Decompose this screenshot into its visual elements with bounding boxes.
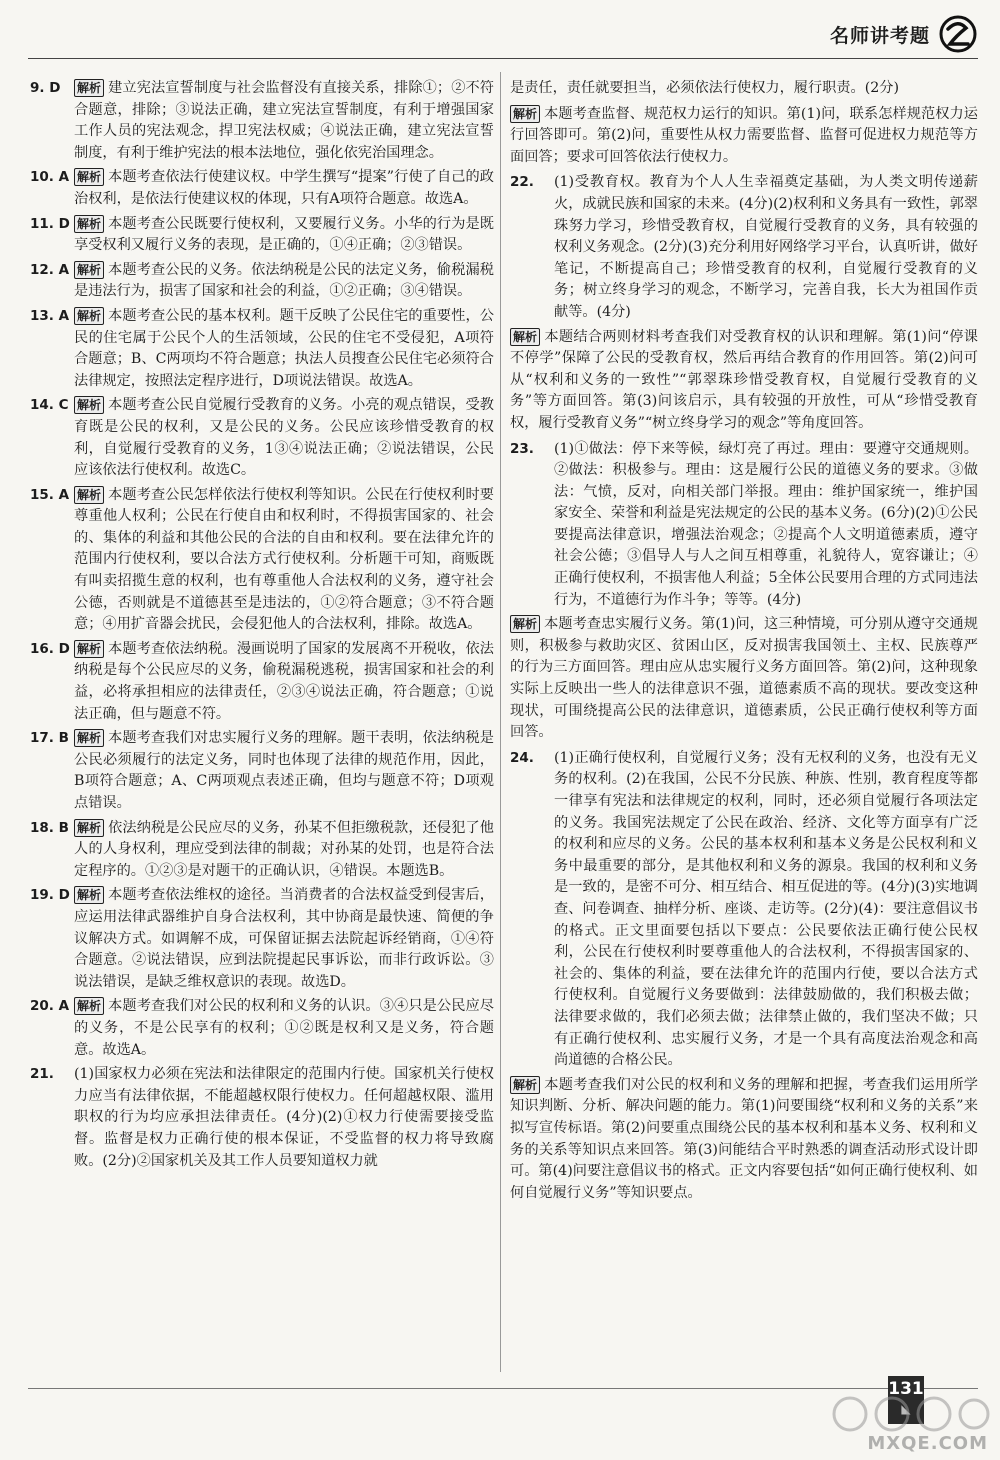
right_blocks-answer-item <box>510 748 978 1072</box>
answer-body <box>74 395 494 481</box>
answer-body <box>74 260 494 303</box>
question-number: 10. A <box>30 169 70 186</box>
answer-text: 本题考查公民怎样依法行使权利等知识。公民在行使权利时要尊重他人权利；公民在行使自由和权利时，不得损害国家的、社会的、集体的利益和其他公民的合法的自由和权利。要在法律允许的范围内行使权利，要以合法方式行使权利。分析题干可知，商贩既有叫卖招揽生意的权利，也有尊重他人合法权利的义务，遵守社会公德，否则就是不道德甚至是违法的，①②符合题意；③不符合题意；④用扩音器会扰民，会侵犯他人的合法权利，排除。故选A。 <box>74 486 494 633</box>
analysis-tag: 解析 <box>74 729 104 747</box>
answer-text: 本题考查我们对公民的权利和义务的认识。③④只是公民应尽的义务，不是公民享有的权利；①②既是权利又是义务，符合题意。故选A。 <box>74 998 494 1058</box>
watermark-text: MXQE.COM <box>867 1433 988 1454</box>
analysis-tag: 解析 <box>510 1076 540 1094</box>
analysis-tag: 解析 <box>510 328 540 346</box>
answer-text: (1)受教育权。教育为个人人生幸福奠定基础，为人类文明传递薪火，成就民族和国家的未来。(4分)(2)权利和义务具有一致性，郭翠珠努力学习，珍惜受教育权，自觉履行受教育的义务，具有较强的权利义务观念。(2分)(3)充分利用好网络学习平台，认真听讲，做好笔记，不断提高自己；珍惜受教育的权利，自觉履行受教育的义务；树立终身学习的观念，不断学习，完善自我，长大为祖国作贡献等。(4分) <box>554 174 978 320</box>
answer-body <box>74 306 494 392</box>
answer-text: 本题考查依法纳税。漫画说明了国家的发展离不开税收，依法纳税是每个公民应尽的义务，偷税漏税逃税，损害国家和社会的利益，必将承担相应的法律责任，②③④说法正确，符合题意；①说法正确，但与题意不符。 <box>74 640 494 722</box>
answer-text: 本题结合两则材料考查我们对受教育权的认识和理解。第(1)问“停课不停学”保障了公民的受教育权，然后再结合教育的作用回答。第(2)问可从“权利和义务的一致性”“郭翠珠珍惜受教育权，自觉履行受教育的义务”等方面回答。第(3)问该启示，具有较强的开放性，可从“珍惜受教育权，履行受教育义务”“树立终身学习的观念”等角度回答。 <box>510 328 978 431</box>
right_blocks-answer-item <box>510 104 978 169</box>
analysis-tag: 解析 <box>74 886 104 904</box>
left_items-answer-item <box>30 885 494 993</box>
answer-body <box>74 167 494 210</box>
answer-body <box>74 728 494 814</box>
answer-body <box>74 485 494 636</box>
answer-body <box>510 327 978 435</box>
question-number: 13. A <box>30 307 70 324</box>
question-number: 24. <box>510 749 534 766</box>
left_items-answer-item <box>30 395 494 481</box>
right_blocks-answer-item <box>510 614 978 744</box>
analysis-tag: 解析 <box>74 79 104 97</box>
left_items-answer-item <box>30 639 494 725</box>
analysis-tag: 解析 <box>74 396 104 414</box>
answer-body <box>510 614 978 744</box>
answer-body <box>510 104 978 169</box>
answer-text: 本题考查公民的基本权利。题干反映了公民住宅的重要性，公民的住宅属于公民个人的生活领域，公民的住宅不受侵犯，A项符合题意；B、C两项均不符合题意；执法人员搜查公民住宅必须符合法律规定，按照法定程序进行，D项说法错误。故选A。 <box>74 307 494 389</box>
answer-text: 本题考查监督、规范权力运行的知识。第(1)问，联系怎样规范权力运行回答即可。第(2)问，重要性从权力需要监督、监督可促进权力规范等方面回答；要求可回答依法行使权力。 <box>510 105 978 165</box>
answer-text: 本题考查公民的义务。依法纳税是公民的法定义务，偷税漏税是违法行为，损害了国家和社会的利益，①②正确；③④错误。 <box>74 261 494 300</box>
left_items-answer-item <box>30 306 494 392</box>
answer-body <box>554 172 978 323</box>
question-number: 22. <box>510 174 534 191</box>
question-number: 15. A <box>30 486 70 503</box>
column-divider <box>500 72 501 1372</box>
question-number: 11. D <box>30 215 70 232</box>
answer-body <box>74 214 494 257</box>
answer-text: 本题考查公民既要行使权利，又要履行义务。小华的行为是既享受权利又履行义务的表现，是正确的，①④正确；②③错误。 <box>74 215 494 254</box>
corner-mark-icon: ◣ <box>901 1402 911 1416</box>
answer-body <box>74 78 494 164</box>
analysis-tag: 解析 <box>74 215 104 233</box>
question-number: 9. D <box>30 80 61 96</box>
analysis-tag: 解析 <box>74 168 104 186</box>
question-number: 14. C <box>30 397 69 414</box>
analysis-tag: 解析 <box>510 615 540 633</box>
analysis-tag: 解析 <box>74 640 104 658</box>
header-divider <box>28 58 978 59</box>
answer-text: (1)正确行使权利，自觉履行义务；没有无权利的义务，也没有无义务的权利。(2)在我国，公民不分民族、种族、性别，教育程度等都一律享有宪法和法律规定的权利，同时，还必须自觉履行各项法定的义务。我国宪法规定了公民在政治、经济、文化等方面享有广泛的权利和应尽的义务。公民的基本权利和基本义务是公民权利和义务中最重要的部分，是其他权利和义务的源泉。我国的权利和义务是一致的，是密不可分、相互结合、相互促进的等。(4分)(3)实地调查、问卷调查、抽样分析、座谈、走访等。(2分)(4)：要注意倡议书的格式。正文里面要包括以下要点：公民要依法正确行使公民权利，公民在行使权利时要尊重他人的合法权利，不得损害国家的、社会的、集体的利益，要在法律允许的范围内行使，要以合法方式行使权利。自觉履行义务要做到：法律鼓励做的，我们积极去做；法律要求做的，我们必须去做；法律禁止做的，我们坚决不做；只有正确行使权利、忠实履行义务，才是一个具有高度法治观念和高尚道德的合格公民。 <box>554 749 978 1069</box>
page-number: 131 <box>888 1379 924 1399</box>
answer-text: 本题考查我们对公民的权利和义务的理解和把握，考查我们运用所学知识判断、分析、解决问题的能力。第(1)问要围绕“权利和义务的关系”来拟写宣传标语。第(2)问要重点围绕公民的基本权利和基本义务、权利和义务的关系等知识点来回答。第(3)问能结合平时熟悉的调查活动形式设计即可。第(4)问要注意倡议书的格式。正文内容要包括“如何正确行使权利、如何自觉履行义务”等知识要点。 <box>510 1076 978 1201</box>
answer-body <box>74 885 494 993</box>
answer-text: 本题考查依法行使建议权。中学生撰写“提案”行使了自己的政治权利，是依法行使建议权的体现，只有A项符合题意。故选A。 <box>74 169 494 207</box>
left_items-answer-item <box>30 214 494 257</box>
answer-text: (1)①做法：停下来等候，绿灯亮了再过。理由：要遵守交通规则。②做法：积极参与。理由：这是履行公民的道德义务的要求。③做法：气愤，反对，向相关部门举报。理由：维护国家统一，维护国家安全、荣誉和利益是宪法规定的公民的基本义务。(6分)(2)①公民要提高法律意识，增强法治观念；②提高个人文明道德素质，遵守社会公德；③倡导人与人之间互相尊重，礼貌待人，宽容谦让；④正确行使权利，不损害他人利益；5全体公民要用合理的方式同违法行为，不道德行为作斗争；等等。(4分) <box>554 440 978 608</box>
watermark <box>820 1392 992 1454</box>
footer-divider <box>28 1388 978 1389</box>
watermark-logo-icon <box>820 1392 992 1436</box>
right_blocks-answer-item <box>510 327 978 435</box>
right_blocks-answer-item <box>510 78 978 100</box>
analysis-tag: 解析 <box>74 997 104 1015</box>
question-number: 18. B <box>30 819 69 836</box>
question-number: 23. <box>510 440 534 457</box>
analysis-tag: 解析 <box>74 486 104 504</box>
header-title: 名师讲考题 <box>829 24 930 47</box>
answer-body <box>554 748 978 1072</box>
analysis-tag: 解析 <box>74 261 104 279</box>
answer-text: 本题考查我们对忠实履行义务的理解。题干表明，依法纳税是公民必须履行的法定义务，同时也体现了法律的规范作用，因此，B项符合题意；A、C两项观点表述正确，但均与题意不符；D项观点错误。 <box>74 730 494 811</box>
series-logo-icon <box>938 14 978 54</box>
left_items-answer-item <box>30 728 494 814</box>
right-column <box>510 78 978 1208</box>
answer-text: 本题考查忠实履行义务。第(1)问，这三种情境，可分别从遵守交通规则，积极参与救助灾区、贫困山区，反对损害我国领土、主权、民族尊严的行为三方面回答。理由应从忠实履行义务方面回答。第(2)问，这种现象实际上反映出一些人的法律意识不强，道德素质不高的现状。要改变这种现状，可围绕提高公民的法律意识，道德素质，公民正确行使权利等方面回答。 <box>510 616 978 741</box>
answer-body <box>510 1075 978 1205</box>
page-header <box>830 14 978 54</box>
answer-text: 是责任，责任就要担当，必须依法行使权力，履行职责。(2分) <box>510 80 899 96</box>
answer-body <box>74 818 494 883</box>
question-number: 21. <box>30 1066 54 1083</box>
question-number: 20. A <box>30 998 70 1015</box>
answer-body <box>74 1064 494 1172</box>
answer-text: 本题考查公民自觉履行受教育的义务。小亮的观点错误，受教育既是公民的权利，又是公民的义务。公民应该珍惜受教育的权利，自觉履行受教育的义务，1③④说法正确；②说法错误，公民应该依法行使权利。故选C。 <box>74 397 494 479</box>
question-number: 12. A <box>30 261 70 278</box>
answer-body <box>510 78 978 100</box>
right_blocks-answer-item <box>510 1075 978 1205</box>
question-number: 16. D <box>30 640 70 657</box>
left_items-answer-item <box>30 260 494 303</box>
answer-text: 本题考查依法维权的途径。当消费者的合法权益受到侵害后，应运用法律武器维护自身合法权利，其中协商是最快速、简便的争议解决方式。如调解不成，可保留证据去法院起诉经销商，①④符合题意。②说法错误，应到法院提起民事诉讼，而非行政诉讼。③说法错误，是缺乏维权意识的表现。故选D。 <box>74 887 494 990</box>
left_items-answer-item <box>30 996 494 1061</box>
right_blocks-answer-item <box>510 172 978 323</box>
left_items-answer-item <box>30 78 494 164</box>
answer-text: 建立宪法宣誓制度与社会监督没有直接关系，排除①；②不符合题意，排除；③说法正确，建立宪法宣誓制度，有利于增强国家工作人员的宪法观念，捍卫宪法权威；④说法正确，建立宪法宣誓制度，有利于维护宪法的根本法地位，强化依宪治国理念。 <box>74 80 494 161</box>
left_items-answer-item <box>30 818 494 883</box>
left_items-answer-item <box>30 485 494 636</box>
analysis-tag: 解析 <box>510 105 540 123</box>
left-column <box>30 78 494 1175</box>
question-number: 17. B <box>30 730 69 747</box>
question-number: 19. D <box>30 887 70 904</box>
analysis-tag: 解析 <box>74 819 104 837</box>
left_items-answer-item <box>30 1064 494 1172</box>
answer-body <box>74 996 494 1061</box>
answer-text: 依法纳税是公民应尽的义务，孙某不但拒缴税款，还侵犯了他人的人身权利，理应受到法律的制裁；对孙某的处罚，也是符合法定程序的。①②③是对题干的正确认识，④错误。本题选B。 <box>74 819 494 879</box>
right_blocks-answer-item <box>510 439 978 612</box>
answer-body <box>554 439 978 612</box>
answer-text: (1)国家权力必须在宪法和法律限定的范围内行使。国家机关行使权力应当有法律依据，不能超越权限行使权力。任何超越权限、滥用职权的行为均应承担法律责任。(4分)(2)①权力行使需要接受监督。监督是权力正确行使的根本保证，不受监督的权力将导致腐败。(2分)②国家机关及其工作人员要知道权力就 <box>74 1066 494 1169</box>
left_items-answer-item <box>30 167 494 210</box>
analysis-tag: 解析 <box>74 307 104 325</box>
answer-body <box>74 639 494 725</box>
